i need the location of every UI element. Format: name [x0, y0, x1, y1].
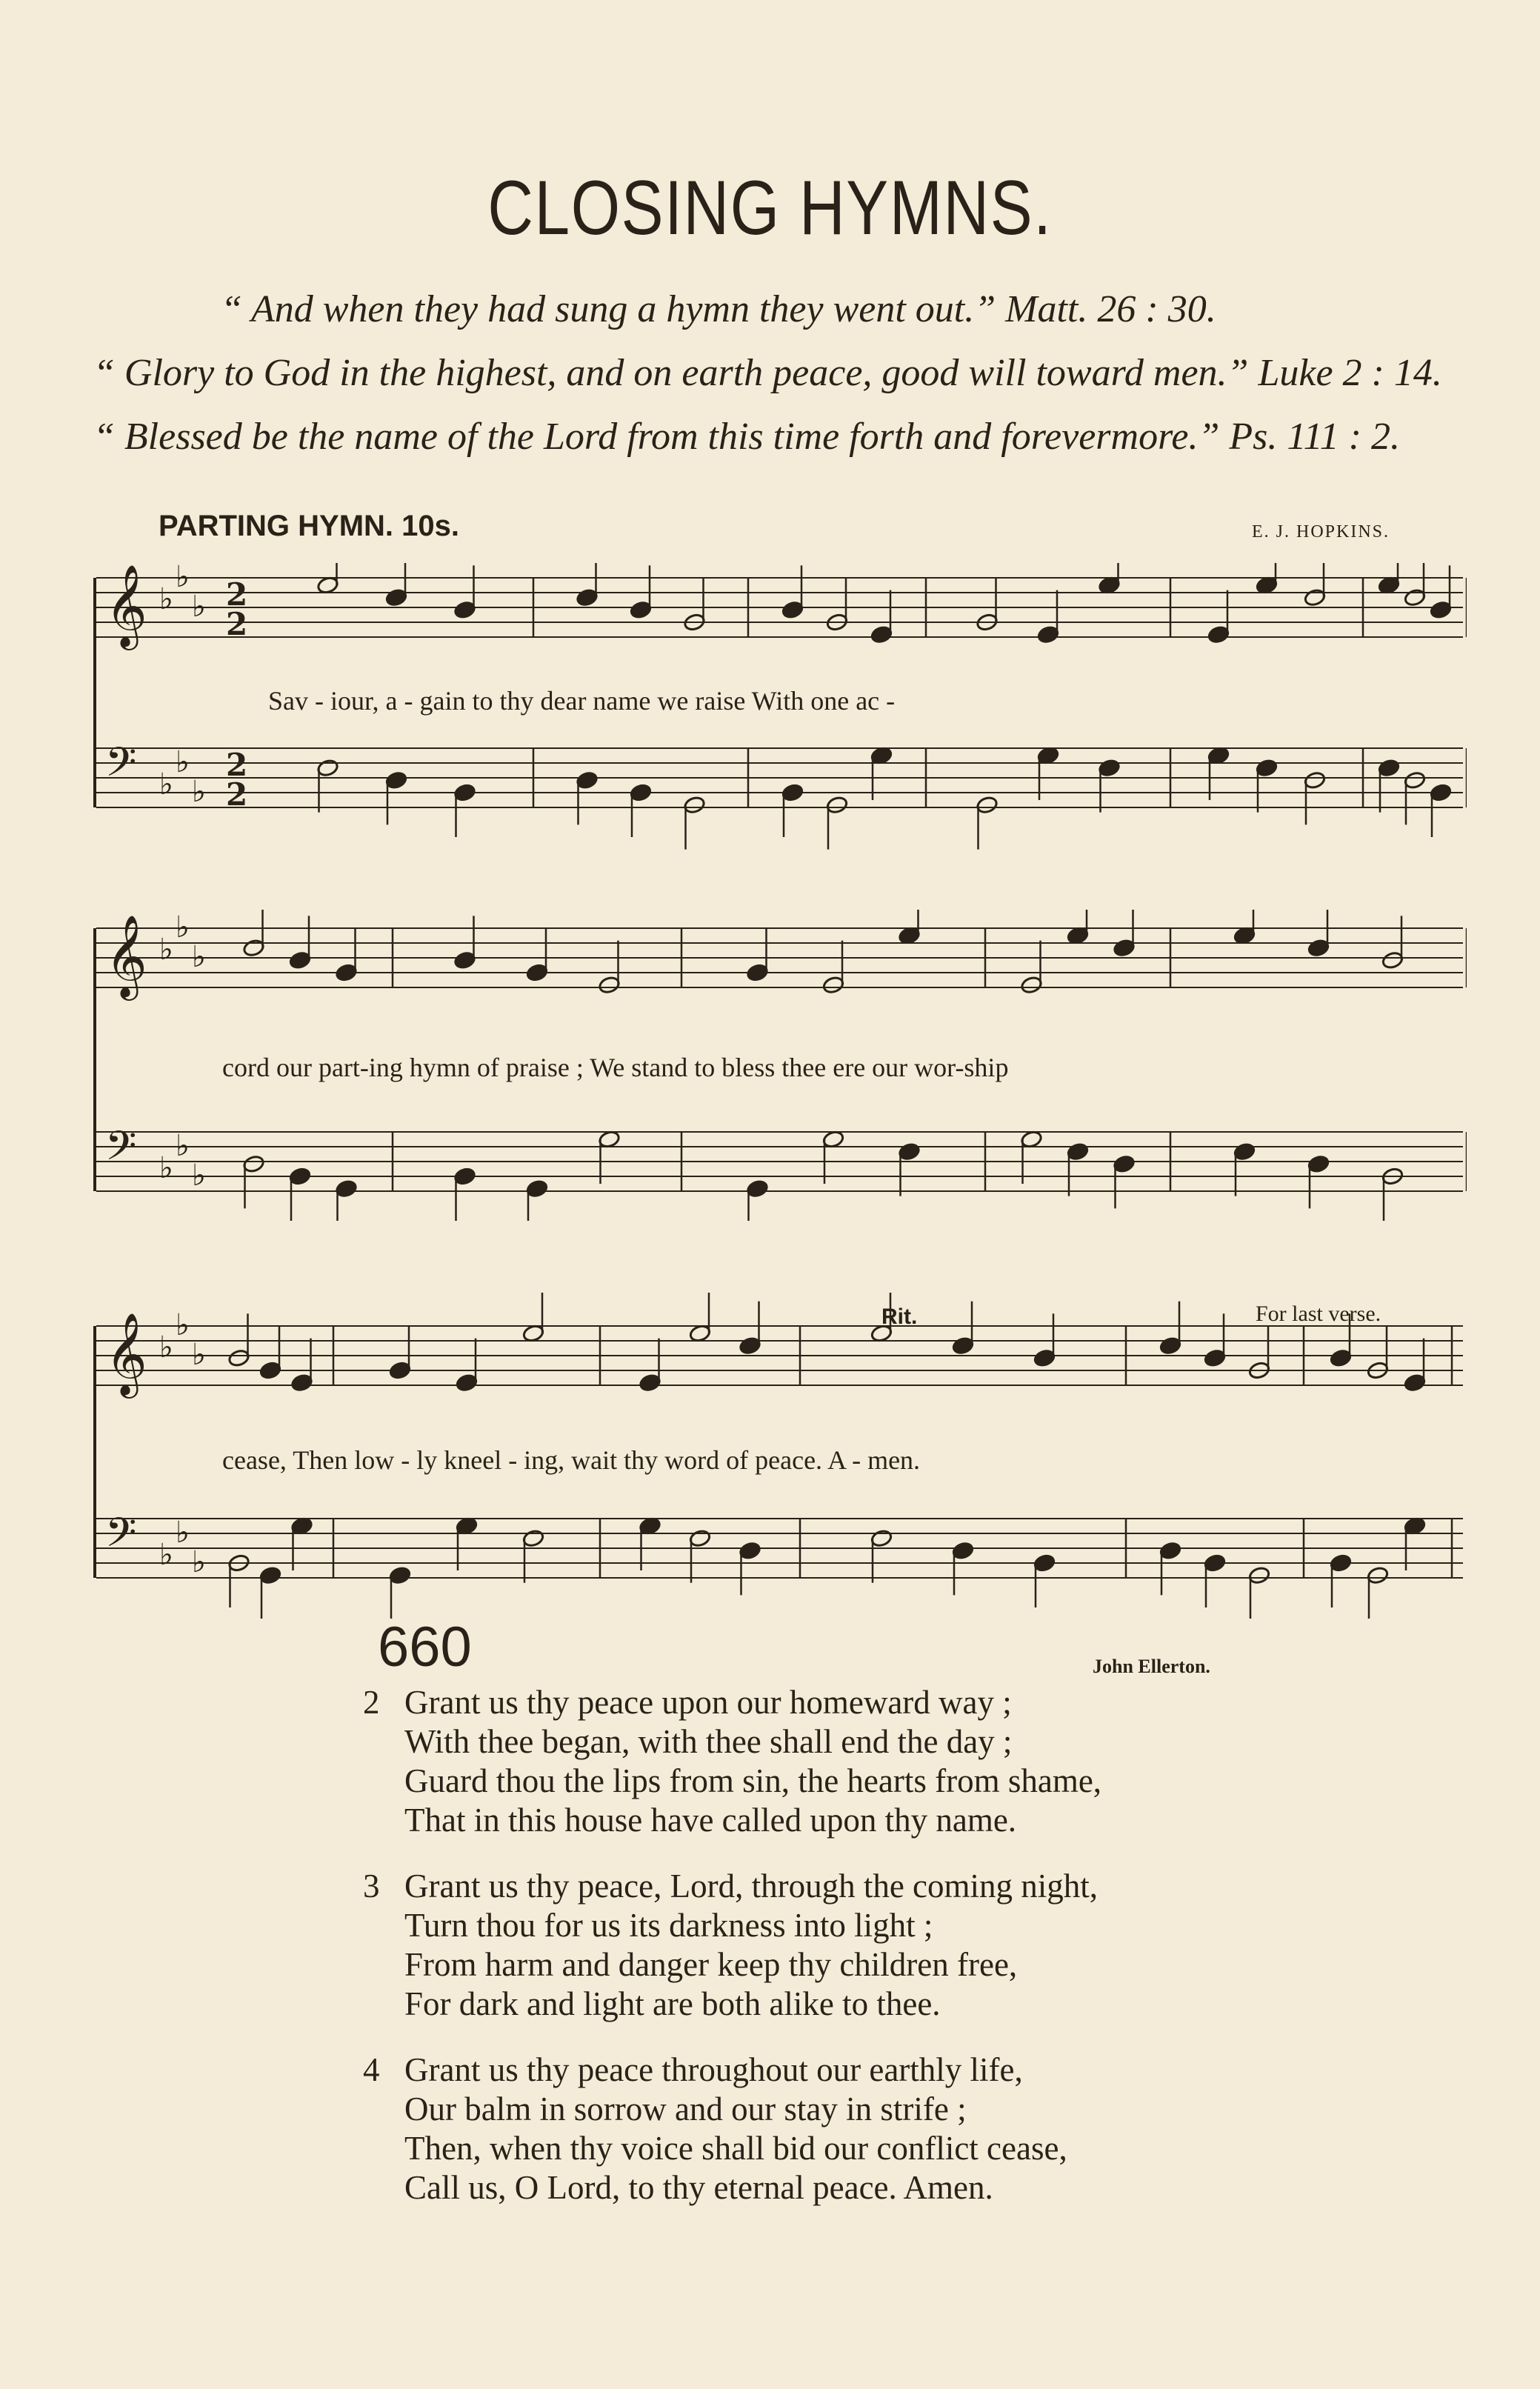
stanza [363, 1683, 1101, 1840]
note-head-icon [689, 1529, 712, 1548]
note-head-icon [630, 600, 653, 619]
stanza-line: That in this house have called upon thy name. [404, 1802, 1017, 1839]
treble-clef-icon: 𝄞 [105, 1312, 147, 1395]
stanza-line: Then, when thy voice shall bid our conflict cease, [404, 2130, 1067, 2167]
flat-icon: ♭ [159, 1151, 173, 1185]
stanza-number: 3 [363, 1867, 380, 1905]
bass-clef-icon: 𝄢 [105, 739, 137, 796]
flat-icon: ♭ [176, 563, 190, 594]
stanza-line: Grant us thy peace, Lord, through the coming night, [404, 1867, 1099, 1905]
note-head-icon [1304, 770, 1327, 790]
note-head-icon [335, 963, 358, 982]
epigraph-quote: “ Glory to God in the highest, and on earth peace, good will toward men.” Luke 2 : 14. [93, 352, 1442, 394]
note-head-icon [456, 1373, 479, 1393]
stanza-line: Turn thou for us its darkness into light ; [404, 1907, 933, 1944]
epigraph-quote: “ And when they had sung a hymn they went out.” Matt. 26 : 30. [221, 288, 1216, 330]
stanza-line: From harm and danger keep thy children free, [404, 1946, 1018, 1983]
note-head-icon [826, 796, 849, 815]
note-head-icon [522, 1529, 545, 1548]
note-head-icon [316, 759, 339, 778]
time-signature-icon: 2 [226, 576, 248, 613]
note-head-icon [1381, 950, 1404, 970]
note-head-icon [526, 963, 549, 982]
flat-icon: ♭ [176, 910, 190, 944]
note-head-icon [335, 1179, 358, 1199]
note-head-icon [976, 796, 999, 815]
note-head-icon [1098, 759, 1121, 778]
note-head-icon [385, 588, 408, 607]
note-head-icon [1404, 1373, 1427, 1393]
stanza-line: Grant us thy peace upon our homeward way ; [404, 1684, 1012, 1721]
music-system-3 [89, 1293, 1467, 1619]
note-head-icon [259, 1566, 282, 1585]
note-head-icon [1159, 1541, 1182, 1560]
flat-icon: ♭ [192, 590, 206, 624]
treble-clef-icon: 𝄞 [105, 564, 147, 647]
note-head-icon [1378, 759, 1401, 778]
note-head-icon [1304, 588, 1327, 607]
note-head-icon [290, 1373, 313, 1393]
flat-icon: ♭ [192, 1545, 206, 1579]
note-head-icon [1033, 1553, 1056, 1573]
note-head-icon [1113, 1154, 1136, 1173]
time-signature-icon: 2 [226, 776, 248, 813]
music-system-2 [89, 910, 1467, 1221]
note-head-icon [1307, 1154, 1330, 1173]
note-head-icon [1367, 1566, 1390, 1585]
note-head-icon [385, 770, 408, 790]
stanza-number: 2 [363, 1684, 380, 1721]
note-head-icon [1430, 600, 1453, 619]
note-head-icon [1207, 625, 1230, 644]
note-head-icon [389, 1566, 412, 1585]
note-head-icon [739, 1336, 761, 1356]
note-head-icon [453, 1167, 476, 1186]
composer-credit: E. J. HOPKINS. [1252, 522, 1390, 542]
lyric-line: Sav - iour, a - gain to thy dear name we raise With one ac - [268, 686, 896, 716]
author-credit: John Ellerton. [1093, 1656, 1210, 1677]
note-head-icon [598, 976, 621, 995]
stanza-number: 4 [363, 2051, 380, 2088]
note-head-icon [1204, 1553, 1227, 1573]
note-head-icon [781, 600, 804, 619]
stanza [363, 2050, 1067, 2208]
note-head-icon [822, 976, 845, 995]
flat-icon: ♭ [159, 1538, 173, 1572]
note-head-icon [526, 1179, 549, 1199]
note-head-icon [746, 963, 769, 982]
note-head-icon [453, 600, 476, 619]
last-verse-mark: For last verse. [1256, 1302, 1381, 1326]
stanza [363, 1867, 1098, 2024]
stanza-line: For dark and light are both alike to thee. [404, 1985, 941, 2022]
note-head-icon [289, 1167, 312, 1186]
stanza-line: Our balm in sorrow and our stay in strife ; [404, 2090, 967, 2128]
note-head-icon [870, 1529, 893, 1548]
note-head-icon [1204, 1348, 1227, 1367]
page-title: CLOSING HYMNS. [487, 165, 1053, 251]
note-head-icon [781, 783, 804, 802]
note-head-icon [739, 1541, 761, 1560]
flat-icon: ♭ [159, 767, 173, 802]
note-head-icon [289, 950, 312, 970]
note-head-icon [1037, 625, 1060, 644]
note-head-icon [630, 783, 653, 802]
flat-icon: ♭ [192, 1159, 206, 1193]
note-head-icon [1067, 1142, 1090, 1162]
flat-icon: ♭ [192, 1338, 206, 1372]
stanza-line: Guard thou the lips from sin, the hearts from shame, [404, 1762, 1102, 1799]
note-head-icon [227, 1348, 250, 1367]
note-head-icon [1256, 759, 1279, 778]
note-head-icon [453, 950, 476, 970]
note-head-icon [639, 1373, 661, 1393]
flat-icon: ♭ [159, 582, 173, 616]
bass-staff [96, 748, 1467, 807]
flat-icon: ♭ [159, 1330, 173, 1365]
note-head-icon [952, 1541, 975, 1560]
lyric-line: cord our part-ing hymn of praise ; We stand to bless thee ere our wor-ship [222, 1053, 1009, 1082]
flat-icon: ♭ [192, 775, 206, 809]
stanza-line: Grant us thy peace throughout our earthly life, [404, 2051, 1023, 2088]
note-head-icon [1430, 783, 1453, 802]
bass-clef-icon: 𝄢 [105, 1509, 137, 1566]
note-head-icon [1404, 770, 1427, 790]
note-head-icon [1330, 1348, 1353, 1367]
note-head-icon [1248, 1566, 1271, 1585]
flat-icon: ♭ [176, 1516, 190, 1550]
note-head-icon [870, 625, 893, 644]
note-head-icon [453, 783, 476, 802]
flat-icon: ♭ [176, 1129, 190, 1163]
tune-name: PARTING HYMN. 10s. [159, 510, 459, 542]
note-head-icon [242, 939, 265, 958]
note-head-icon [1233, 1142, 1256, 1162]
note-head-icon [1033, 1348, 1056, 1367]
note-head-icon [952, 1336, 975, 1356]
note-head-icon [746, 1179, 769, 1199]
note-head-icon [898, 1142, 921, 1162]
treble-clef-icon: 𝄞 [105, 914, 147, 997]
flat-icon: ♭ [192, 940, 206, 974]
note-head-icon [576, 770, 599, 790]
note-head-icon [1330, 1553, 1353, 1573]
note-head-icon [1404, 588, 1427, 607]
time-signature-icon: 2 [226, 747, 248, 783]
note-head-icon [1020, 976, 1043, 995]
stanza-line: Call us, O Lord, to thy eternal peace. Amen. [404, 2169, 993, 2206]
note-head-icon [576, 588, 599, 607]
flat-icon: ♭ [176, 1308, 190, 1342]
stanza-line: With thee began, with thee shall end the day ; [404, 1723, 1013, 1760]
note-head-icon [242, 1154, 265, 1173]
time-signature-icon: 2 [226, 606, 248, 642]
epigraph-quote: “ Blessed be the name of the Lord from this time forth and forevermore.” Ps. 111 : 2. [93, 416, 1400, 458]
music-system-1 [89, 563, 1467, 859]
note-head-icon [389, 1361, 412, 1380]
bass-clef-icon: 𝄢 [105, 1122, 137, 1179]
note-head-icon [683, 796, 706, 815]
ritardando-mark: Rit. [881, 1305, 918, 1329]
note-head-icon [1307, 939, 1330, 958]
hymn-number: 660 [378, 1616, 472, 1679]
flat-icon: ♭ [159, 933, 173, 967]
lyric-line: cease, Then low - ly kneel - ing, wait thy word of peace. A - men. [222, 1445, 921, 1475]
flat-icon: ♭ [176, 745, 190, 779]
note-head-icon [259, 1361, 282, 1380]
note-head-icon [1113, 939, 1136, 958]
note-head-icon [1159, 1336, 1182, 1356]
